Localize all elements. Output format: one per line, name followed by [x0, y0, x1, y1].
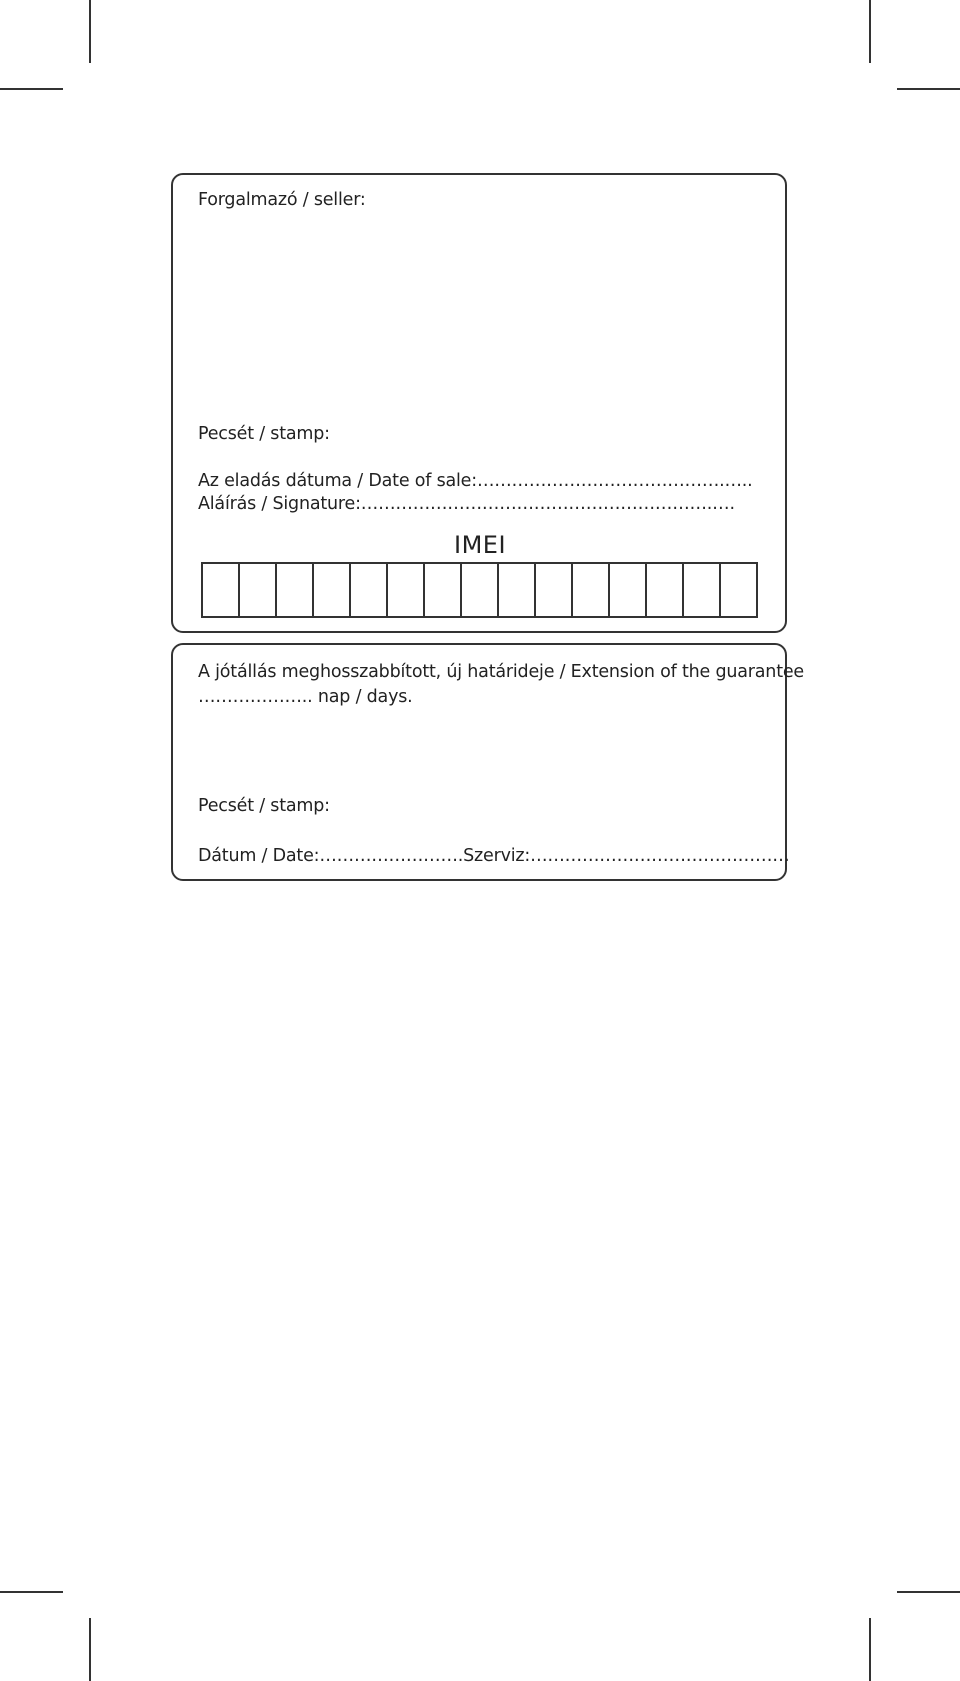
imei-digit-cell[interactable] [425, 564, 462, 616]
imei-digit-cell[interactable] [573, 564, 610, 616]
imei-digit-cell[interactable] [388, 564, 425, 616]
stamp-label: Pecsét / stamp: [198, 424, 330, 444]
date-of-sale-field[interactable]: Az eladás dátuma / Date of sale:…………………………………….….. [198, 471, 753, 491]
imei-digit-cell[interactable] [721, 564, 756, 616]
imei-digit-cell[interactable] [314, 564, 351, 616]
imei-digit-cell[interactable] [499, 564, 536, 616]
crop-mark-bottom-right-horizontal [897, 1591, 960, 1593]
crop-mark-top-right-horizontal [897, 88, 960, 90]
imei-digit-cell[interactable] [351, 564, 388, 616]
crop-mark-bottom-right-vertical [869, 1618, 871, 1681]
extension-days-field[interactable]: ……………….. nap / days. [198, 687, 413, 707]
date-service-field[interactable]: Dátum / Date:…………………….Szerviz:……………………………………… [198, 846, 790, 866]
extension-text-line1: A jótállás meghosszabbított, új határideje / Extension of the guarantee [198, 662, 804, 682]
stamp-label-2: Pecsét / stamp: [198, 796, 330, 816]
crop-mark-top-left-horizontal [0, 88, 63, 90]
seller-label: Forgalmazó / seller: [198, 190, 366, 210]
imei-digit-cell[interactable] [684, 564, 721, 616]
imei-digit-cell[interactable] [536, 564, 573, 616]
crop-mark-top-right-vertical [869, 0, 871, 63]
crop-mark-bottom-left-horizontal [0, 1591, 63, 1593]
crop-mark-bottom-left-vertical [89, 1618, 91, 1681]
crop-mark-top-left-vertical [89, 0, 91, 63]
imei-label: IMEI [454, 531, 507, 559]
imei-digit-cell[interactable] [203, 564, 240, 616]
imei-digit-cell[interactable] [462, 564, 499, 616]
imei-digit-cell[interactable] [610, 564, 647, 616]
imei-digit-cell[interactable] [647, 564, 684, 616]
imei-grid[interactable] [201, 562, 758, 618]
imei-digit-cell[interactable] [240, 564, 277, 616]
imei-digit-cell[interactable] [277, 564, 314, 616]
signature-field[interactable]: Aláírás / Signature:…………………………………………………….…. [198, 494, 735, 514]
